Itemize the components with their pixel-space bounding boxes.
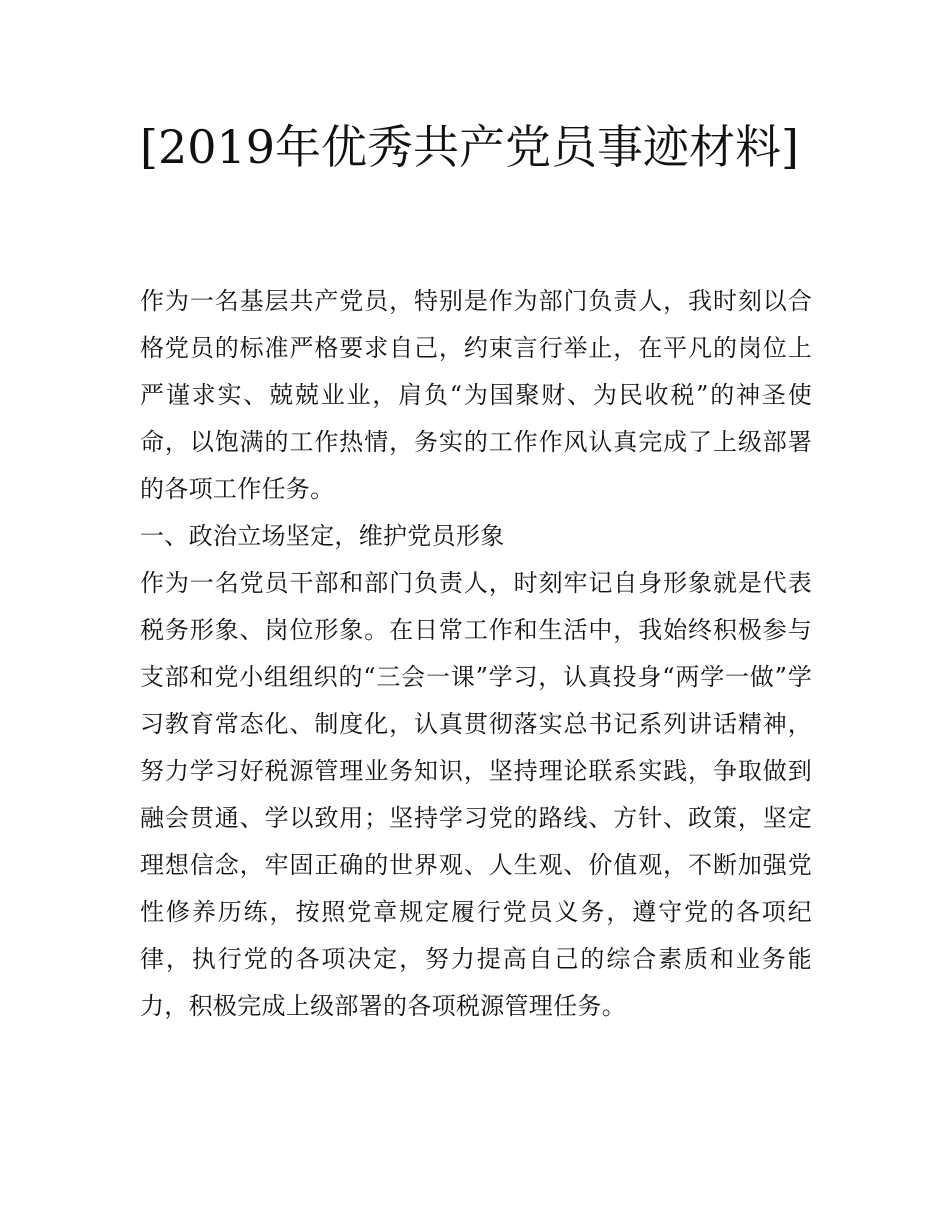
document-title: [2019年优秀共产党员事迹材料] — [140, 120, 799, 174]
paragraph-section-1: 作为一名党员干部和部门负责人，时刻牢记自身形象就是代表税务形象、岗位形象。在日常工作和生活中，我始终积极参与支部和党小组组织的“三会一课”学习，认真投身“两学一做”学习教育常态化、制度化，认真贯彻落实总书记系列讲话精神，努力学习好税源管理业务知识，坚持理论联系实践，争取做到融会贯通、学以致用；坚持学习党的路线、方针、政策，坚定理想信念，牢固正确的世界观、人生观、价值观，不断加强党性修养历练，按照党章规定履行党员义务，遵守党的各项纪律，执行党的各项决定，努力提高自己的综合素质和业务能力，积极完成上级部署的各项税源管理任务。 — [140, 569, 812, 1020]
section-heading: 一、政治立场坚定，维护党员形象 — [140, 522, 505, 550]
paragraph-intro: 作为一名基层共产党员，特别是作为部门负责人，我时刻以合格党员的标准严格要求自己，约束言行举止，在平凡的岗位上严谨求实、兢兢业业，肩负“为国聚财、为民收税”的神圣使命，以饱满的工作热情，务实的工作作风认真完成了上级部署的各项工作任务。 — [140, 287, 812, 503]
document-body — [140, 278, 812, 1030]
